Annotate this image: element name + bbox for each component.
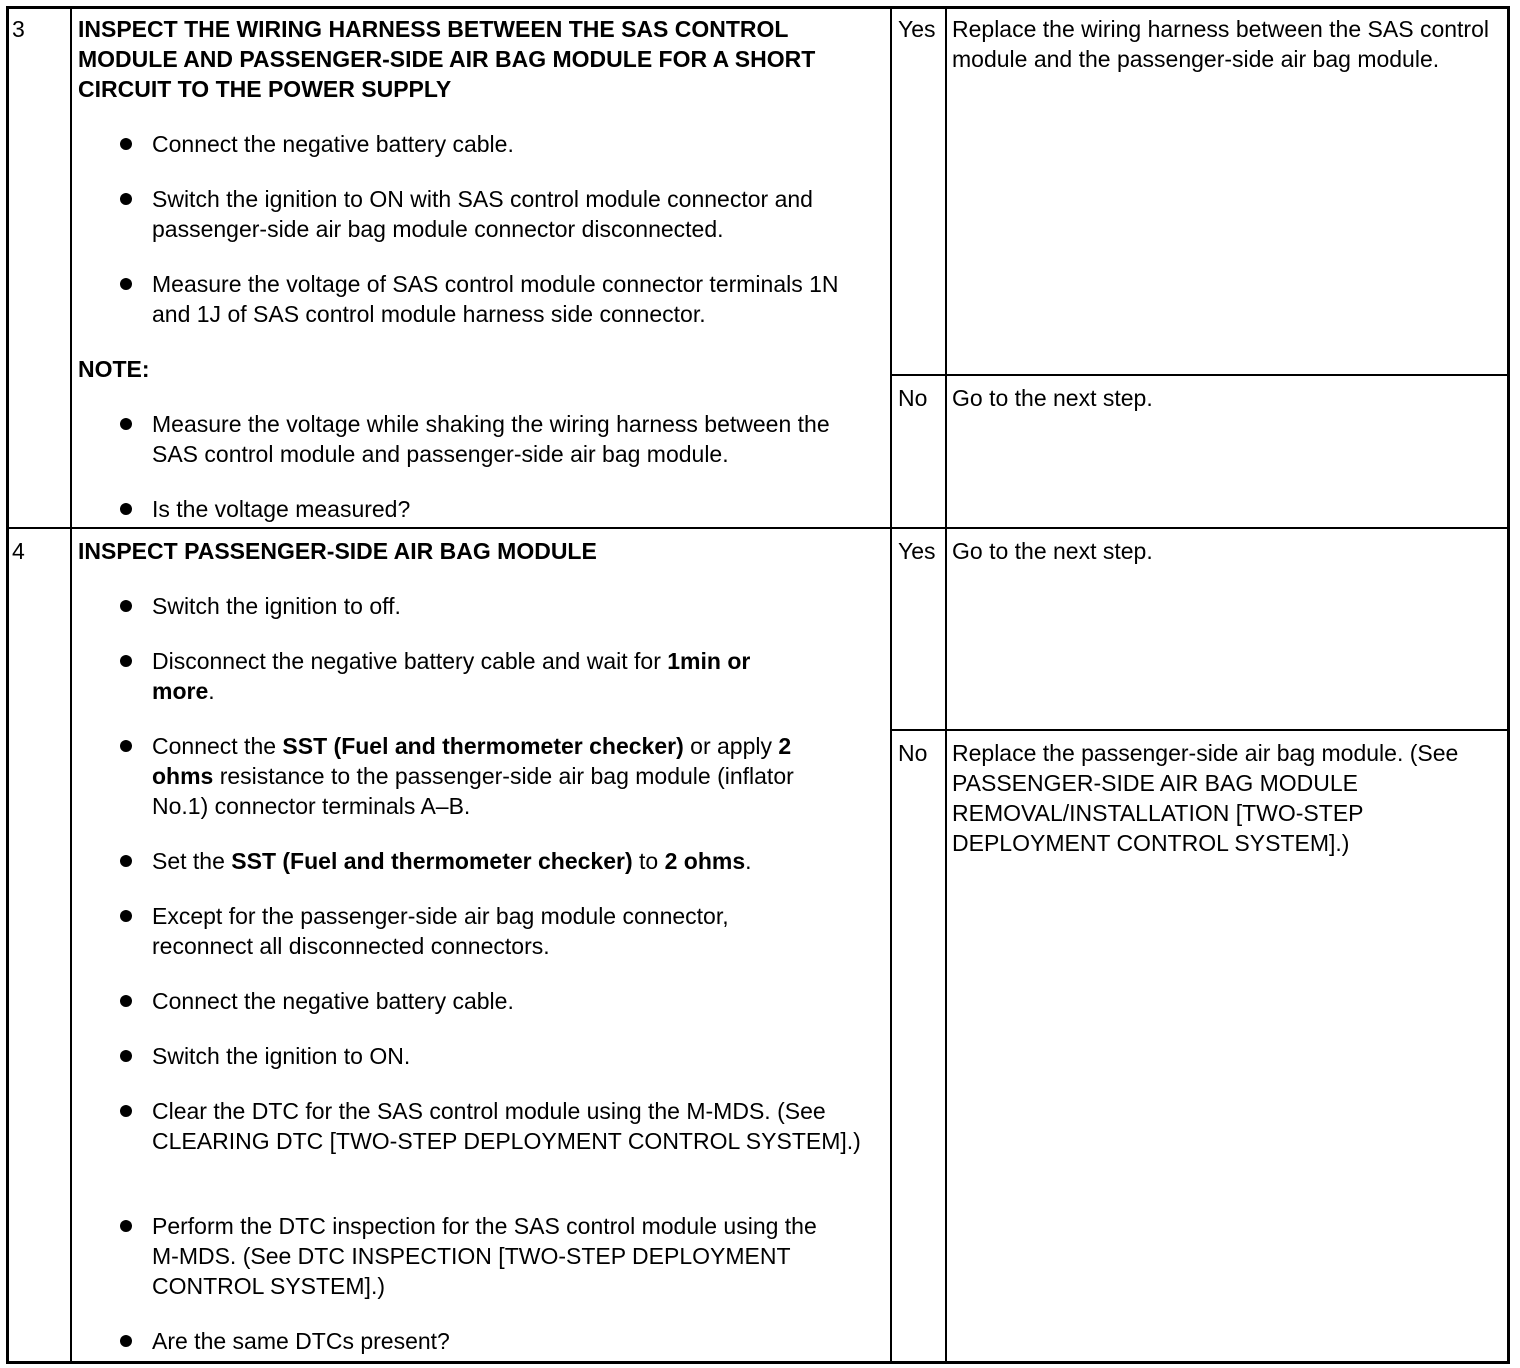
bullet-icon [120,740,132,752]
bullet-icon [120,418,132,430]
row-divider-step [6,527,1507,529]
note-item: Measure the voltage while shaking the wiring harness between the SAS control module and passenger-side air bag module. [152,411,830,467]
answer-yes: Yes [898,16,936,42]
bullet-icon [120,600,132,612]
row-divider-result-4 [890,729,1507,731]
bullet-icon [120,1220,132,1232]
step-number: 4 [12,538,25,564]
column-divider-answer [945,6,947,1361]
answer-no: No [898,385,928,411]
action-text: Replace the wiring harness between the SAS control module and the passenger-side air bag module. [952,16,1489,72]
row-divider-result-3 [890,374,1507,376]
note-item: Is the voltage measured? [152,496,411,522]
bullet-icon [120,193,132,205]
procedure-item: Measure the voltage of SAS control module connector terminals 1N and 1J of SAS control module harness side connector. [152,271,839,327]
action-text: Replace the passenger-side air bag module. (See PASSENGER-SIDE AIR BAG MODULE REMOVAL/INSTALLATION [TWO-STEP DEPLOYMENT CONTROL SYSTEM].) [952,740,1459,856]
bullet-icon [120,1105,132,1117]
action-text: Go to the next step. [952,385,1153,411]
procedure-item: Set the SST (Fuel and thermometer checker) to 2 ohms. [152,848,752,874]
bullet-icon [120,503,132,515]
procedure-item: Switch the ignition to ON. [152,1043,411,1069]
procedure-item: Are the same DTCs present? [152,1328,450,1354]
bullet-icon [120,655,132,667]
note-label: NOTE: [78,356,150,382]
answer-yes: Yes [898,538,936,564]
procedure-item: Connect the negative battery cable. [152,988,514,1014]
bullet-icon [120,278,132,290]
bullet-icon [120,1050,132,1062]
bullet-icon [120,910,132,922]
procedure-item: Switch the ignition to off. [152,593,401,619]
answer-no: No [898,740,928,766]
bullet-icon [120,855,132,867]
action-text: Go to the next step. [952,538,1153,564]
step-title: INSPECT THE WIRING HARNESS BETWEEN THE SAS CONTROL MODULE AND PASSENGER-SIDE AIR BAG MODULE FOR A SHORT CIRCUIT TO THE POWER SUPPLY [78,16,816,102]
step-title: INSPECT PASSENGER-SIDE AIR BAG MODULE [78,538,597,564]
procedure-item: Connect the SST (Fuel and thermometer checker) or apply 2 ohms resistance to the passenger-side air bag module (inflator No.1) connector terminals A–B. [152,733,794,819]
bullet-icon [120,138,132,150]
column-divider-procedure [890,6,892,1361]
procedure-item: Clear the DTC for the SAS control module using the M-MDS. (See CLEARING DTC [TWO-STEP DEPLOYMENT CONTROL SYSTEM].) [152,1098,861,1154]
step-number: 3 [12,16,25,42]
bullet-icon [120,1335,132,1347]
column-divider-step [70,6,72,1361]
procedure-item: Disconnect the negative battery cable and wait for 1min or more. [152,648,751,704]
bullet-icon [120,995,132,1007]
procedure-item: Switch the ignition to ON with SAS control module connector and passenger-side air bag module connector disconnected. [152,186,813,242]
procedure-item: Perform the DTC inspection for the SAS control module using the M-MDS. (See DTC INSPECTION [TWO-STEP DEPLOYMENT CONTROL SYSTEM].) [152,1213,817,1299]
procedure-item: Except for the passenger-side air bag module connector, reconnect all disconnected connectors. [152,903,729,959]
procedure-item: Connect the negative battery cable. [152,131,514,157]
